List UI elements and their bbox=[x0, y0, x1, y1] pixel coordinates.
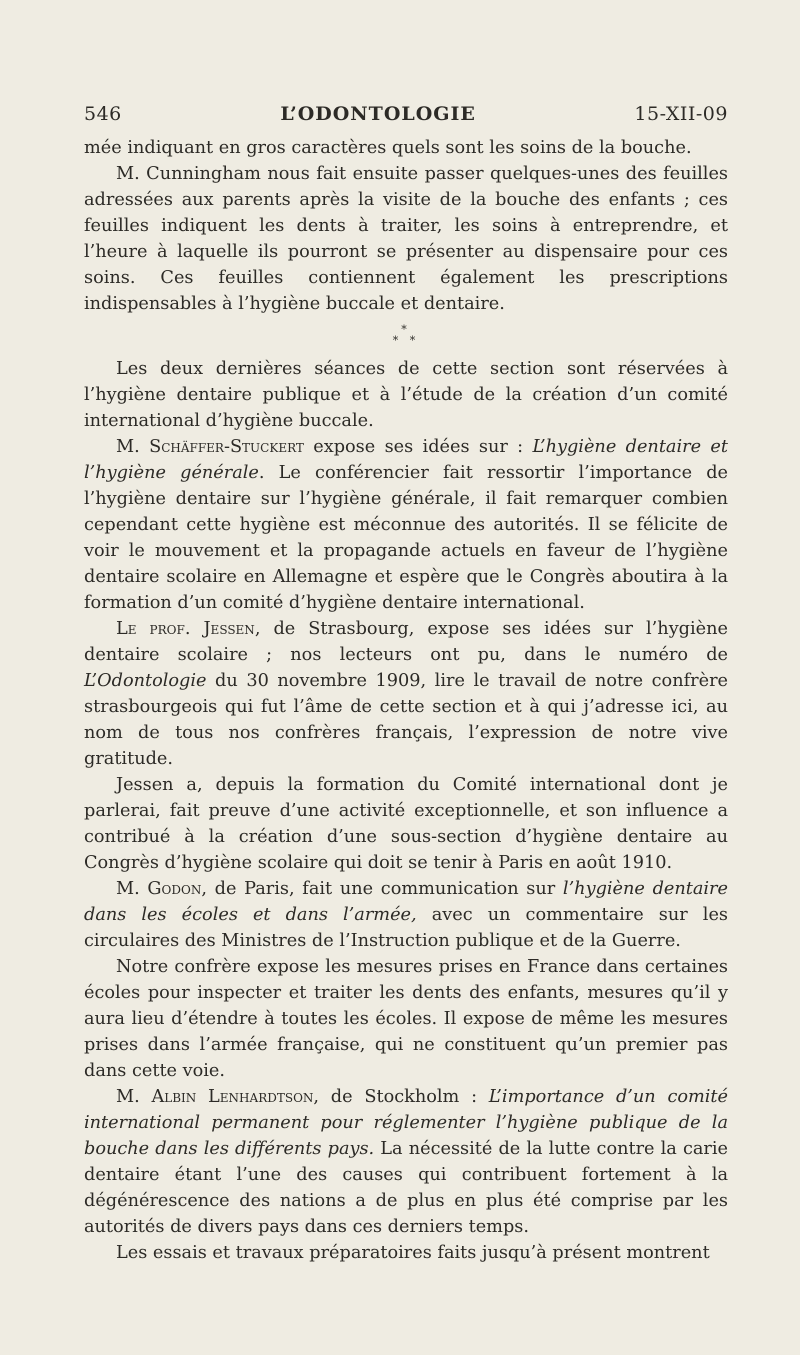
paragraph-text: , de Paris, fait une communication sur bbox=[201, 879, 563, 899]
paragraph: mée indiquant en gros caractères quels sont les soins de la bouche. bbox=[84, 138, 692, 158]
paragraph bbox=[84, 616, 728, 772]
section-separator bbox=[84, 324, 728, 346]
paragraph-text: , de Stockholm : bbox=[313, 1087, 489, 1107]
separator-star-top: * bbox=[401, 323, 411, 336]
speaker-name: Le prof. Jessen bbox=[116, 619, 255, 639]
journal-title: L’ODONTOLOGIE bbox=[280, 103, 476, 125]
separator-star-bottom: * * bbox=[392, 334, 420, 347]
speaker-name: M. Albin Lenhardtson bbox=[116, 1087, 314, 1107]
paragraph: Jessen a, depuis la formation du Comité international dont je parlerai, fait preuve d’une activité exceptionnelle, et son influence a contribué à la création d’une sous-section d’hygiène dentaire au Congrès d’hygiène scolaire qui doit se tenir à Paris en août 1910. bbox=[84, 775, 728, 873]
paragraph-text: du 30 novembre 1909, lire le travail de notre confrère strasbourgeois qui fut l’âme de cette section et à qui j’adresse ici, au nom de tous nos confrères français, l’expression de notre vive gratitude. bbox=[84, 671, 728, 769]
paragraph bbox=[84, 876, 728, 954]
talk-title: L’importance d’un comité international permanent pour réglementer l’hygiène publique de la bouche dans les différents pays. bbox=[84, 1087, 728, 1159]
article-body bbox=[84, 135, 728, 1266]
journal-reference: L’Odontologie bbox=[84, 671, 207, 691]
paragraph-text: La nécessité de la lutte contre la carie dentaire étant l’une des causes qui contribuent fortement à la dégénérescence des nations a de plus en plus été comprise par les autorités de divers pays dans ces derniers temps. bbox=[84, 1139, 728, 1237]
paragraph-text: avec un commentaire sur les circulaires des Ministres de l’Instruction publique et de la Guerre. bbox=[84, 905, 728, 951]
running-header bbox=[84, 103, 728, 135]
paragraph-text: . Le conférencier fait ressortir l’importance de l’hygiène dentaire sur l’hygiène générale, il fait remarquer combien cependant cette hygiène est méconnue des autorités. Il se félicite de voir le mouvement et la propagande actuels en faveur de l’hygiène dentaire scolaire en Allemagne et espère que le Congrès aboutira à la formation d’un comité d’hygiène dentaire international. bbox=[84, 463, 728, 613]
issue-date: 15-XII-09 bbox=[634, 103, 728, 125]
talk-title: l’hygiène dentaire dans les écoles et dans l’armée, bbox=[84, 879, 728, 925]
paragraph bbox=[84, 1084, 728, 1240]
talk-title: L’hygiène dentaire et l’hygiène générale bbox=[84, 437, 728, 483]
paragraph-text: , de Strasbourg, expose ses idées sur l’hygiène dentaire scolaire ; nos lecteurs ont pu, dans le numéro de bbox=[84, 619, 728, 665]
paragraph: Notre confrère expose les mesures prises en France dans certaines écoles pour inspecter et traiter les dents des enfants, mesures qu’il y aura lieu d’étendre à toutes les écoles. Il expose de même les mesures prises dans l’armée française, qui ne constituent qu’un premier pas dans cette voie. bbox=[84, 957, 728, 1081]
speaker-name: M. Schäffer-Stuckert bbox=[116, 437, 304, 457]
paragraph: Les essais et travaux préparatoires faits jusqu’à présent montrent bbox=[116, 1243, 710, 1263]
page-number: 546 bbox=[84, 103, 122, 125]
paragraph: Les deux dernières séances de cette section sont réservées à l’hygiène dentaire publique et à l’étude de la création d’un comité international d’hygiène buccale. bbox=[84, 359, 728, 431]
paragraph bbox=[84, 434, 728, 616]
paragraph: M. Cunningham nous fait ensuite passer quelques-unes des feuilles adressées aux parents après la visite de la bouche des enfants ; ces feuilles indiquent les dents à traiter, les soins à entreprendre, et l’heure à laquelle ils pourront se présenter au dispensaire pour ces soins. Ces feuilles contiennent également les prescriptions indispensables à l’hygiène buccale et dentaire. bbox=[84, 164, 728, 314]
speaker-name: M. Godon bbox=[116, 879, 202, 899]
paragraph-text: expose ses idées sur : bbox=[303, 437, 533, 457]
